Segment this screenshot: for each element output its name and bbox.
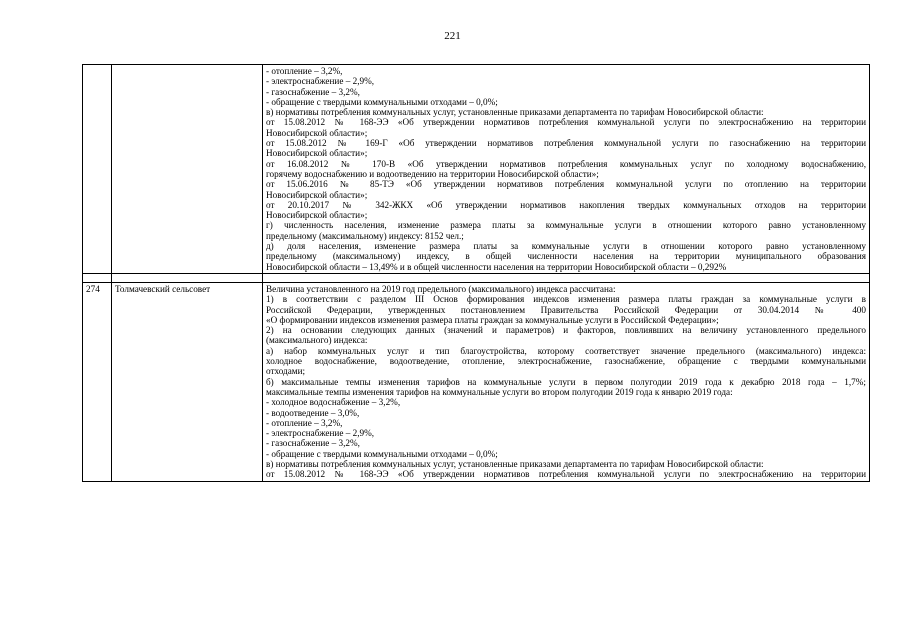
- text-line: от 15.08.2012 № 168-ЭЭ «Об утверждении нормативов потребления коммунальной услуги по электроснабжению на территории: [266, 117, 866, 128]
- text-line: в) нормативы потребления коммунальных услуг, установленные приказами департамента по тарифам Новосибирской области:: [266, 458, 764, 469]
- text-line: а) набор коммунальных услуг и тип благоустройства, которому соответствует значение предельного (максимального) индекса:: [266, 345, 866, 356]
- description-cell: [263, 65, 870, 274]
- text-line: 2) на основании следующих данных (значений и параметров) и факторов, повлиявших на величину установленного предельного: [266, 325, 866, 336]
- text-line: - электроснабжение – 2,9%,: [266, 428, 375, 439]
- text-line: Новосибирской области – 13,49% и в общей численности населения на территории Новосибирской области – 0,292%: [266, 261, 727, 272]
- text-line: Величина установленного на 2019 год предельного (максимального) индекса рассчитана:: [266, 283, 616, 294]
- text-line: от 15.06.2016 № 85-ТЭ «Об утверждении нормативов потребления коммунальной услуги по отоплению на территории: [266, 179, 866, 190]
- municipality-name-cell: [112, 65, 263, 274]
- text-line: предельному (максимальному) индексу, в общей численности населения на территории муниципального образования: [266, 251, 866, 262]
- text-line: от 16.08.2012 № 170-В «Об утверждении нормативов потребления коммунальных услуг по холодному водоснабжению,: [266, 158, 866, 169]
- municipality-name-cell: Толмачевский сельсовет: [112, 282, 263, 481]
- text-line: горячему водоснабжению и водоотведению на территории Новосибирской области»;: [266, 168, 599, 179]
- text-line: предельному (максимальному) индексу: 8152 чел.;: [266, 230, 464, 241]
- text-line: - водоотведение – 3,0%,: [266, 407, 360, 418]
- text-line: - газоснабжение – 3,2%,: [266, 86, 360, 97]
- text-line: Новосибирской области»;: [266, 127, 368, 138]
- text-line: «О формировании индексов изменения размера платы граждан за коммунальные услуги в Российской Федерации»;: [266, 314, 719, 325]
- description-cell: [263, 282, 870, 481]
- text-line: - отопление – 3,2%,: [266, 66, 343, 76]
- text-line: - электроснабжение – 2,9%,: [266, 76, 375, 87]
- row-number-cell: [83, 65, 112, 274]
- spacer-cell: [112, 273, 263, 282]
- text-line: холодное водоснабжение, водоотведение, отопление, электроснабжение, газоснабжение, обращение с твердыми коммунальными: [266, 356, 866, 367]
- text-line: от 15.08.2012 № 168-ЭЭ «Об утверждении нормативов потребления коммунальной услуги по электроснабжению на территории: [266, 469, 866, 480]
- text-line: в) нормативы потребления коммунальных услуг, установленные приказами департамента по тарифам Новосибирской области:: [266, 107, 764, 118]
- row-spacer: [83, 273, 870, 282]
- text-line: Новосибирской области»;: [266, 210, 368, 221]
- text-line: (максимального) индекса:: [266, 335, 368, 346]
- spacer-cell: [83, 273, 112, 282]
- text-line: б) максимальные темпы изменения тарифов на коммунальные услуги в первом полугодии 2019 года к декабрю 2018 года – 1,7%;: [266, 376, 866, 387]
- text-line: - отопление – 3,2%,: [266, 417, 343, 428]
- table-row: [83, 282, 870, 481]
- text-line: от 15.08.2012 № 169-Г «Об утверждении нормативов потребления коммунальной услуги по газоснабжению на территории: [266, 138, 866, 149]
- page-number: 221: [444, 30, 461, 42]
- text-line: - обращение с твердыми коммунальными отходами – 0,0%;: [266, 448, 498, 459]
- text-line: - обращение с твердыми коммунальными отходами – 0,0%;: [266, 96, 498, 107]
- text-line: Новосибирской области»;: [266, 189, 368, 200]
- spacer-cell: [263, 273, 870, 282]
- text-line: - газоснабжение – 3,2%,: [266, 438, 360, 449]
- text-line: г) численность населения, изменение размера платы за коммунальные услуги в отношении которого равно установленному: [266, 220, 866, 231]
- row-number-cell: 274: [83, 282, 112, 481]
- text-line: 1) в соответствии с разделом III Основ формирования индексов изменения размера платы граждан за коммунальные услуги в: [266, 294, 866, 305]
- text-line: д) доля населения, изменение размера платы за коммунальные услуги в отношении которого равно установленному: [266, 241, 866, 252]
- text-line: - холодное водоснабжение – 3,2%,: [266, 397, 401, 408]
- tariff-index-table: [82, 64, 870, 482]
- table-row: [83, 65, 870, 274]
- text-line: отходами;: [266, 366, 306, 377]
- text-line: Российской Федерации, утвержденных постановлением Правительства Российской Федерации от 30.04.2014 № 400: [266, 304, 866, 315]
- text-line: максимальные темпы изменения тарифов на коммунальные услуги во втором полугодии 2019 года к январю 2019 года:: [266, 386, 733, 397]
- text-line: Новосибирской области»;: [266, 148, 368, 159]
- text-line: от 20.10.2017 № 342-ЖКХ «Об утверждении нормативов накопления твердых коммунальных отходов на территории: [266, 199, 866, 210]
